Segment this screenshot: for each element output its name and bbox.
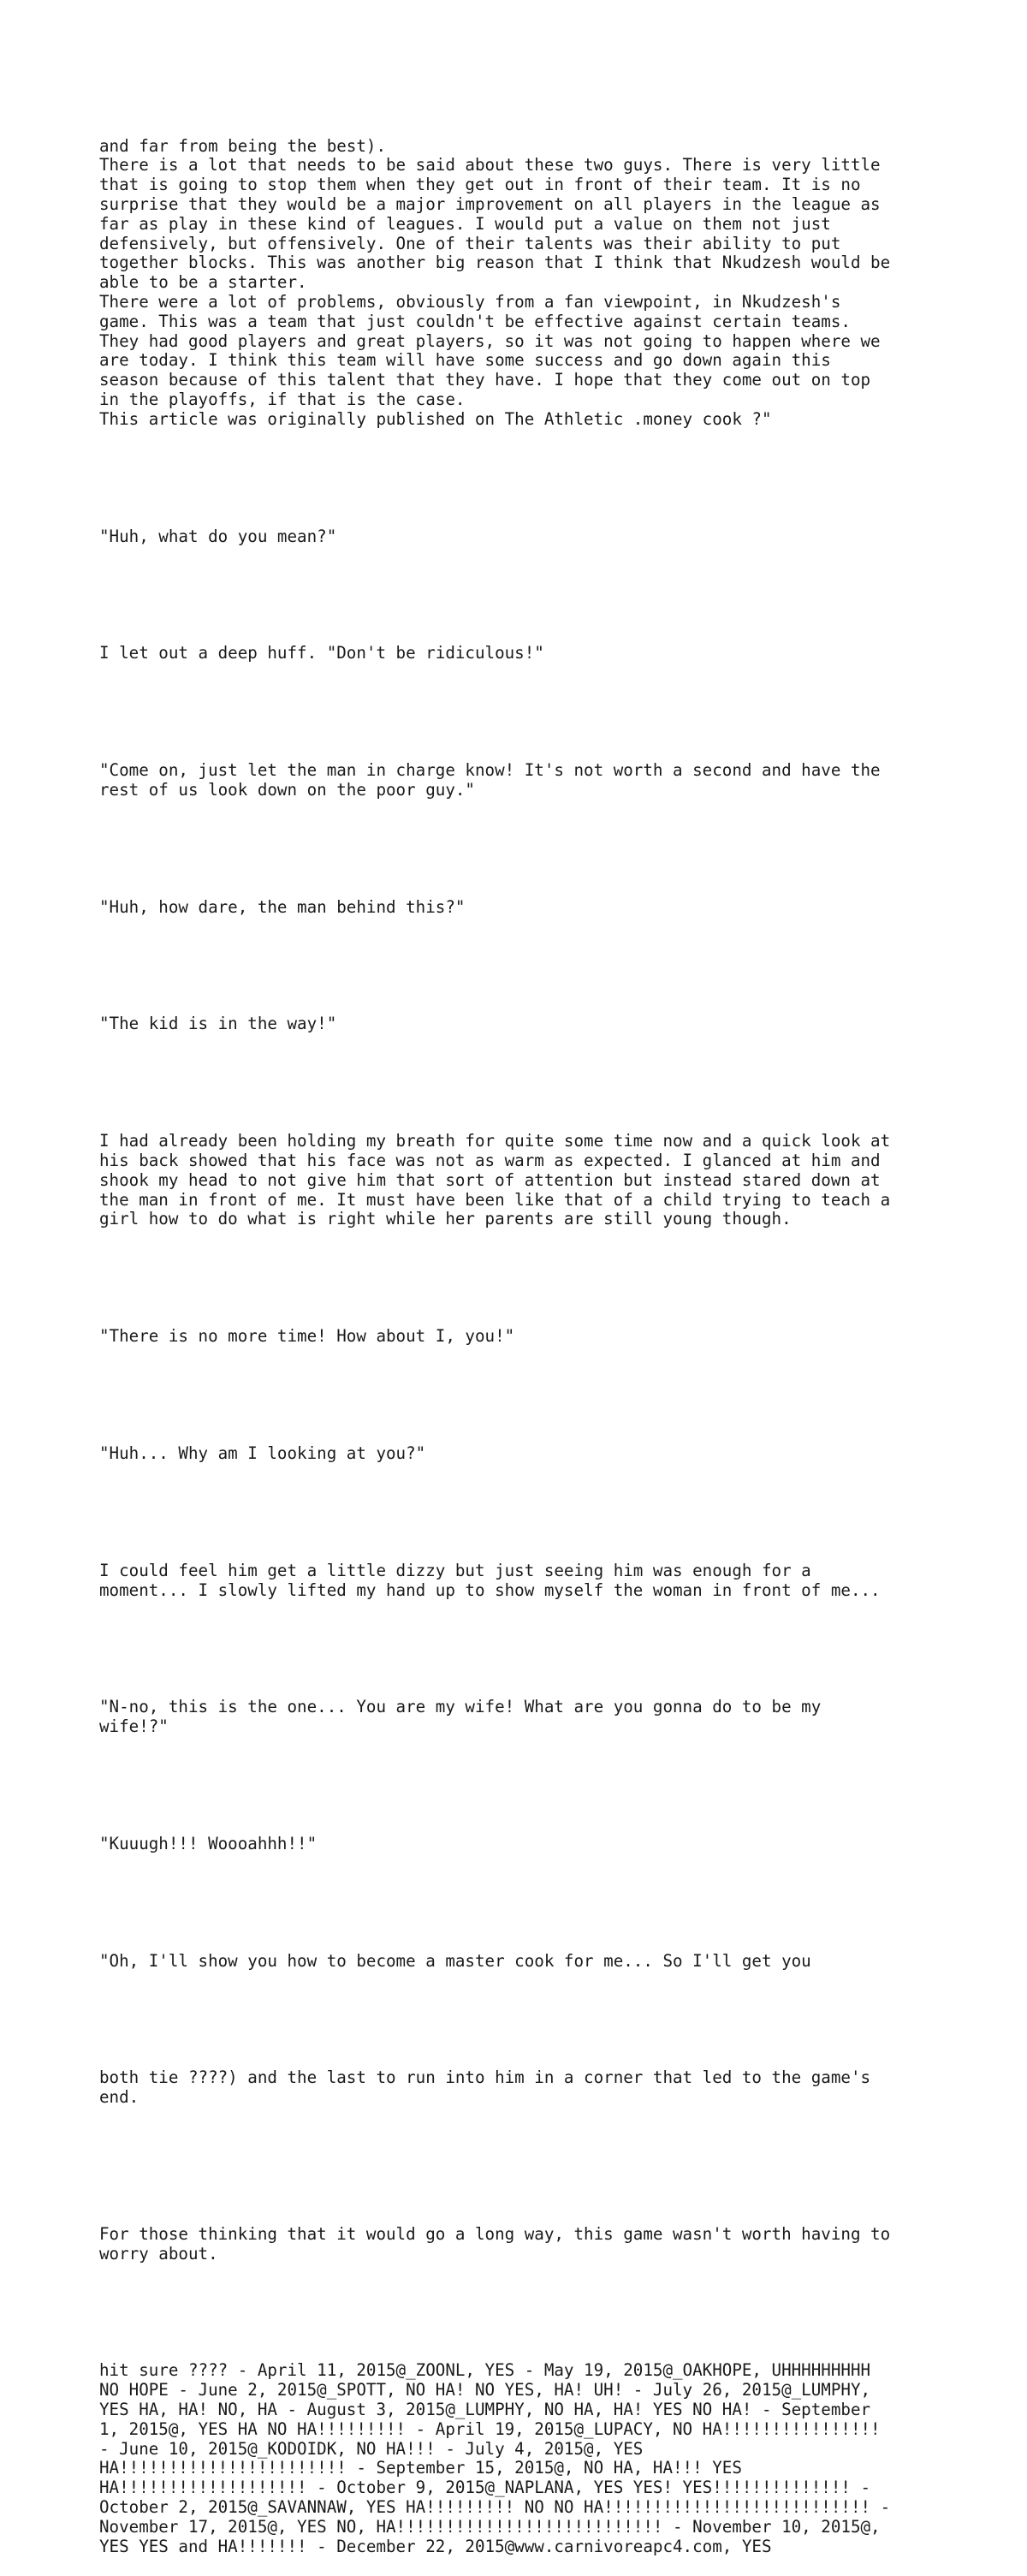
text-line: YES HA, HA! NO, HA - August 3, 2015@_LUMPHY, NO HA, HA! YES NO HA! - September bbox=[99, 2400, 871, 2420]
paragraph-dialogue bbox=[99, 1327, 955, 1347]
paragraph-article-text bbox=[99, 137, 955, 430]
text-line: end. bbox=[99, 2087, 140, 2108]
paragraph-spacer bbox=[99, 839, 955, 859]
text-line: and far from being the best). bbox=[99, 135, 387, 156]
paragraph-dialogue bbox=[99, 1698, 955, 1737]
paragraph-spacer bbox=[99, 2147, 955, 2186]
paragraph-spacer bbox=[99, 1893, 955, 1913]
text-line: November 17, 2015@, YES NO, HA!!!!!!!!!!!!!!!!!!!!!!!!!!! - November 10, 2015@, bbox=[99, 2516, 881, 2537]
paragraph-dialogue bbox=[99, 527, 955, 547]
paragraph-narrative bbox=[99, 1132, 955, 1229]
paragraph-spacer bbox=[99, 1502, 955, 1522]
text-line: in the playoffs, if that is the case. bbox=[99, 389, 466, 409]
paragraph-spacer bbox=[99, 468, 955, 488]
text-line: "Huh... Why am I looking at you?" bbox=[99, 1443, 426, 1463]
document-page bbox=[99, 98, 955, 2576]
paragraph-spacer bbox=[99, 1776, 955, 1796]
text-line: I had already been holding my breath for quite some time now and a quick look at bbox=[99, 1131, 891, 1151]
text-line: "Huh, what do you mean?" bbox=[99, 526, 337, 546]
paragraph-dialogue bbox=[99, 644, 955, 663]
paragraph-spacer bbox=[99, 586, 955, 605]
text-line: both tie ????) and the last to run into him in a corner that led to the game's bbox=[99, 2067, 871, 2088]
paragraph-log-entries bbox=[99, 2361, 955, 2556]
paragraph-spacer bbox=[99, 1386, 955, 1406]
text-line: season because of this talent that they have. I hope that they come out on top bbox=[99, 370, 871, 390]
text-line: YES YES and HA!!!!!!! - December 22, 2015@www.carnivoreapc4.com, YES bbox=[99, 2536, 772, 2556]
text-line: girl how to do what is right while her parents are still young though. bbox=[99, 1209, 792, 1229]
text-line: There is a lot that needs to be said about these two guys. There is very little bbox=[99, 155, 881, 176]
text-line: "Huh, how dare, the man behind this?" bbox=[99, 896, 466, 917]
paragraph-spacer bbox=[99, 1639, 955, 1659]
text-line: "N-no, this is the one... You are my wife! What are you gonna do to be my bbox=[99, 1697, 822, 1717]
paragraph-spacer bbox=[99, 1269, 955, 1288]
text-line: moment... I slowly lifted my hand up to show myself the woman in front of me... bbox=[99, 1580, 881, 1600]
text-line: game. This was a team that just couldn't be effective against certain teams. bbox=[99, 311, 851, 331]
paragraph-spacer bbox=[99, 703, 955, 723]
text-line: shook my head to not give him that sort of attention but instead stared down at bbox=[99, 1169, 881, 1190]
text-line: together blocks. This was another big reason that I think that Nkudzesh would be bbox=[99, 253, 891, 273]
paragraph-dialogue bbox=[99, 1014, 955, 1034]
text-line: "Kuuugh!!! Woooahhh!!" bbox=[99, 1833, 318, 1853]
text-line: - June 10, 2015@_KODOIDK, NO HA!!! - July 4, 2015@, YES bbox=[99, 2438, 644, 2459]
text-line: hit sure ???? - April 11, 2015@_ZOONL, YES - May 19, 2015@_OAKHOPE, UHHHHHHHHH bbox=[99, 2360, 871, 2381]
paragraph-dialogue bbox=[99, 1835, 955, 1854]
text-line: 1, 2015@, YES HA NO HA!!!!!!!!! - April 19, 2015@_LUPACY, NO HA!!!!!!!!!!!!!!!! bbox=[99, 2418, 881, 2439]
text-line: wife!?" bbox=[99, 1716, 169, 1737]
text-line: rest of us look down on the poor guy." bbox=[99, 779, 475, 800]
text-line: I could feel him get a little dizzy but just seeing him was enough for a bbox=[99, 1560, 811, 1580]
text-line: defensively, but offensively. One of their talents was their ability to put bbox=[99, 233, 841, 253]
text-line: are today. I think this team will have some success and go down again this bbox=[99, 350, 831, 371]
text-line: HA!!!!!!!!!!!!!!!!!!! - October 9, 2015@_NAPLANA, YES YES! YES!!!!!!!!!!!!!! - bbox=[99, 2478, 871, 2498]
paragraph-dialogue bbox=[99, 761, 955, 800]
text-line: able to be a starter. bbox=[99, 272, 307, 293]
paragraph-dialogue bbox=[99, 1444, 955, 1464]
paragraph-narrative bbox=[99, 2068, 955, 2108]
text-line: the man in front of me. It must have been like that of a child trying to teach a bbox=[99, 1189, 891, 1210]
paragraph-spacer bbox=[99, 2010, 955, 2030]
paragraph-spacer bbox=[99, 956, 955, 976]
paragraph-dialogue bbox=[99, 898, 955, 918]
paragraph-narrative bbox=[99, 1562, 955, 1601]
text-line: far as play in these kind of leagues. I would put a value on them not just bbox=[99, 213, 831, 234]
text-line: "Oh, I'll show you how to become a master cook for me... So I'll get you bbox=[99, 1950, 811, 1971]
text-line: that is going to stop them when they get out in front of their team. It is no bbox=[99, 175, 861, 195]
text-line: This article was originally published on The Athletic .money cook ?" bbox=[99, 408, 772, 429]
text-line: October 2, 2015@_SAVANNAW, YES HA!!!!!!!!! NO NO HA!!!!!!!!!!!!!!!!!!!!!!!!!!! - bbox=[99, 2497, 891, 2518]
paragraph-spacer bbox=[99, 1074, 955, 1093]
text-line: worry about. bbox=[99, 2243, 218, 2264]
text-line: "There is no more time! How about I, you!" bbox=[99, 1326, 515, 1347]
text-line: surprise that they would be a major improvement on all players in the league as bbox=[99, 193, 881, 214]
text-line: For those thinking that it would go a long way, this game wasn't worth having to bbox=[99, 2223, 891, 2244]
text-line: his back showed that his face was not as warm as expected. I glanced at him and bbox=[99, 1151, 881, 1171]
text-line: I let out a deep huff. "Don't be ridiculous!" bbox=[99, 643, 544, 663]
text-line: "The kid is in the way!" bbox=[99, 1014, 337, 1034]
text-line: "Come on, just let the man in charge know! It's not worth a second and have the bbox=[99, 760, 881, 781]
paragraph-narrative bbox=[99, 2225, 955, 2264]
paragraph-dialogue bbox=[99, 1952, 955, 1972]
text-line: NO HOPE - June 2, 2015@_SPOTT, NO HA! NO YES, HA! UH! - July 26, 2015@_LUMPHY, bbox=[99, 2380, 871, 2400]
text-line: HA!!!!!!!!!!!!!!!!!!!!!!! - September 15, 2015@, NO HA, HA!!! YES bbox=[99, 2458, 742, 2478]
paragraph-spacer bbox=[99, 2303, 955, 2323]
text-line: There were a lot of problems, obviously from a fan viewpoint, in Nkudzesh's bbox=[99, 291, 841, 312]
text-line: They had good players and great players, so it was not going to happen where we bbox=[99, 330, 881, 351]
